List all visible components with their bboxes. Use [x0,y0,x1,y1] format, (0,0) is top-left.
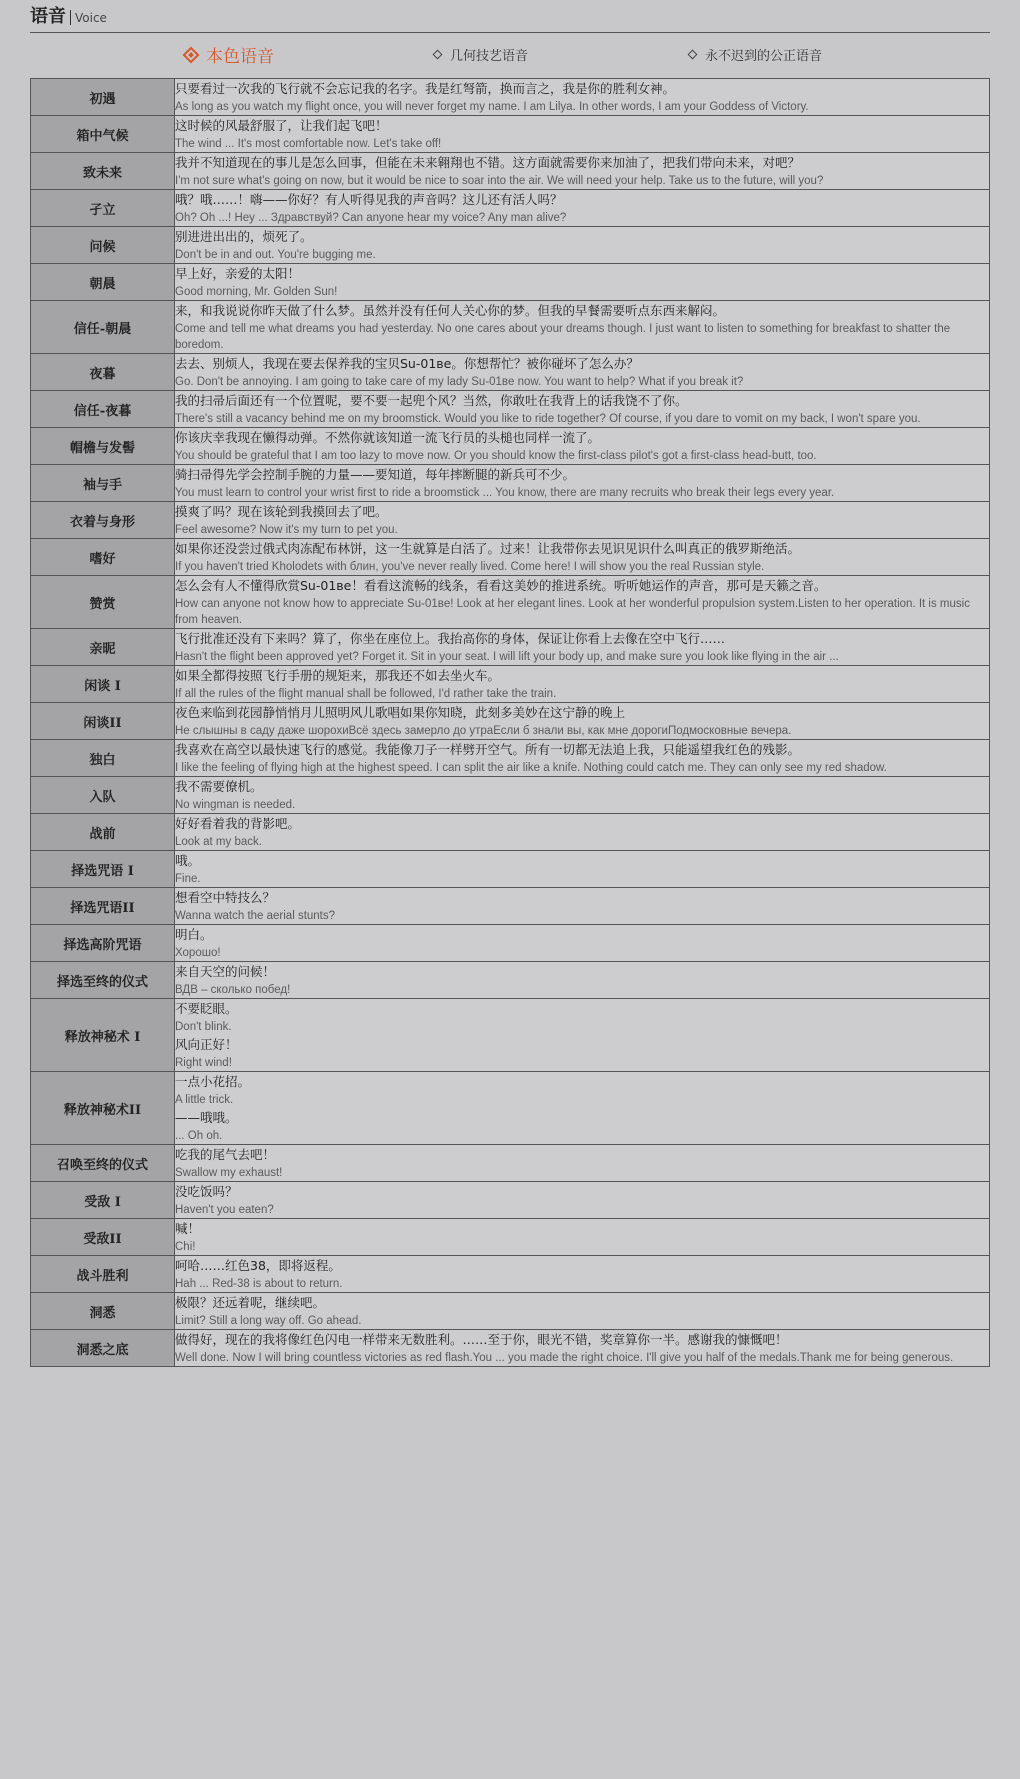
voice-row [31,999,990,1072]
voice-label: 箱中气候 [31,116,175,153]
voice-label: 释放神秘术 I [31,999,175,1072]
voice-line-en: Хорошо! [175,947,221,959]
voice-content [175,1072,990,1145]
voice-content [175,740,990,777]
voice-content [175,1145,990,1182]
voice-row [31,740,990,777]
voice-line-en: Haven't you eaten? [175,1204,274,1216]
voice-line-en: If you haven't tried Kholodets with блин, you've never really lived. Come here! I will show you the real Russian style. [175,561,765,573]
voice-line-en: Limit? Still a long way off. Go ahead. [175,1315,362,1327]
voice-line-zh: 哦。 [175,853,201,868]
voice-label: 洞悉之底 [31,1330,175,1367]
voice-line-en: ... Oh oh. [175,1130,223,1142]
voice-content [175,116,990,153]
voice-line-en: Wanna watch the aerial stunts? [175,910,336,922]
voice-line-en: Come and tell me what dreams you had yesterday. No one cares about your dreams though. I just want to listen to something for breakfast to shatter the boredom. [175,323,951,351]
voice-content [175,153,990,190]
voice-content [175,465,990,502]
voice-row [31,814,990,851]
voice-label: 择选高阶咒语 [31,925,175,962]
voice-line-en: Don't be in and out. You're bugging me. [175,249,376,261]
tab-label: 本色语音 [206,47,274,67]
voice-line-en: Don't blink. [175,1021,232,1033]
voice-row [31,465,990,502]
voice-tabs [30,33,990,78]
voice-line-en: If all the rules of the flight manual shall be followed, I'd rather take the train. [175,688,557,700]
voice-label: 朝晨 [31,264,175,301]
voice-line-en: Go. Don't be annoying. I am going to take care of my lady Su-01вe now. You want to help? What if you break it? [175,376,744,388]
voice-line-zh: 明白。 [175,927,213,942]
voice-row [31,1219,990,1256]
voice-label: 闲谈II [31,703,175,740]
voice-label: 独白 [31,740,175,777]
voice-line-zh: 别进进出出的，烦死了。 [175,229,313,244]
voice-row [31,777,990,814]
voice-row [31,116,990,153]
voice-line-zh: 去去、别烦人，我现在要去保养我的宝贝Su-01вe。你想帮忙？被你碰坏了怎么办？ [175,356,639,371]
voice-line-en: Swallow my exhaust! [175,1167,283,1179]
voice-line-en: Hasn't the flight been approved yet? Forget it. Sit in your seat. I will lift your body up, and make sure you look like flying in the air ... [175,651,839,663]
voice-row [31,301,990,354]
voice-line-zh: 呵哈……红色38，即将返程。 [175,1258,341,1273]
voice-content [175,962,990,999]
voice-label: 问候 [31,227,175,264]
voice-label: 召唤至终的仪式 [31,1145,175,1182]
voice-line-zh: 这时候的风最舒服了，让我们起飞吧！ [175,118,388,133]
voice-content [175,777,990,814]
voice-content [175,1219,990,1256]
voice-line-zh: 只要看过一次我的飞行就不会忘记我的名字。我是红弩箭，换而言之，我是你的胜利女神。 [175,81,676,96]
voice-label: 夜暮 [31,354,175,391]
tab-justice-voice[interactable] [689,45,822,64]
voice-label: 受敌II [31,1219,175,1256]
voice-content [175,888,990,925]
voice-row [31,576,990,629]
voice-row [31,1256,990,1293]
title-divider [70,10,71,25]
voice-content [175,539,990,576]
voice-line-zh: 想看空中特技么？ [175,890,276,905]
voice-page [30,0,990,1367]
voice-content [175,1256,990,1293]
voice-content [175,428,990,465]
voice-content [175,301,990,354]
voice-row [31,1293,990,1330]
tab-label: 永不迟到的公正语音 [705,49,823,64]
voice-table [30,78,990,1367]
voice-label: 初遇 [31,79,175,116]
voice-line-zh: 不要眨眼。 [175,1001,238,1016]
tab-geometric-voice[interactable] [434,45,528,64]
voice-row [31,629,990,666]
voice-line-zh: 做得好，现在的我将像红色闪电一样带来无数胜利。……至于你，眼光不错，奖章算你一半。感谢我的慷慨吧！ [175,1332,788,1347]
section-title: 语音 [30,6,66,27]
voice-row [31,1330,990,1367]
voice-content [175,925,990,962]
voice-row [31,1145,990,1182]
voice-row [31,502,990,539]
voice-line-en: Oh? Oh ...! Hey ... Здравствуй? Can anyone hear my voice? Any man alive? [175,212,567,224]
voice-line-en: Look at my back. [175,836,262,848]
voice-label: 帽檐与发髻 [31,428,175,465]
voice-line-en: Feel awesome? Now it's my turn to pet you. [175,524,398,536]
voice-line-zh: 骑扫帚得先学会控制手腕的力量——要知道，每年摔断腿的新兵可不少。 [175,467,576,482]
voice-content [175,79,990,116]
voice-label: 嗜好 [31,539,175,576]
voice-content [175,1293,990,1330]
voice-line-en: No wingman is needed. [175,799,296,811]
voice-content [175,190,990,227]
voice-row [31,703,990,740]
voice-row [31,888,990,925]
voice-line-en: I like the feeling of flying high at the highest speed. I can split the air like a knife. Nothing could catch me. They can only see my red shadow. [175,762,887,774]
voice-row [31,190,990,227]
voice-row [31,1182,990,1219]
voice-label: 择选至终的仪式 [31,962,175,999]
diamond-icon [183,46,200,63]
tab-label: 几何技艺语音 [450,49,529,64]
voice-line-zh: 我并不知道现在的事儿是怎么回事，但能在未来翱翔也不错。这方面就需要你来加油了，把我们带向未来，对吧？ [175,155,801,170]
diamond-icon [433,50,443,60]
voice-label: 洞悉 [31,1293,175,1330]
voice-content [175,354,990,391]
voice-label: 受敌 I [31,1182,175,1219]
voice-label: 闲谈 I [31,666,175,703]
voice-row [31,264,990,301]
voice-content [175,1330,990,1367]
voice-row [31,925,990,962]
voice-line-zh: 喊！ [175,1221,201,1236]
voice-line-en: Good morning, Mr. Golden Sun! [175,286,338,298]
voice-line-zh: 风向正好！ [175,1037,238,1052]
voice-label: 释放神秘术II [31,1072,175,1145]
voice-line-zh: 一点小花招。 [175,1074,251,1089]
voice-content [175,576,990,629]
voice-content [175,391,990,428]
voice-content [175,851,990,888]
voice-line-zh: 好好看着我的背影吧。 [175,816,301,831]
voice-line-zh: 来，和我说说你昨天做了什么梦。虽然并没有任何人关心你的梦。但我的早餐需要听点东西来解闷。 [175,303,726,318]
tab-base-voice[interactable] [185,42,274,67]
voice-row [31,153,990,190]
voice-line-zh: 我喜欢在高空以最快速飞行的感觉。我能像刀子一样劈开空气。所有一切都无法追上我，只能遥望我红色的残影。 [175,742,801,757]
voice-row [31,851,990,888]
voice-row [31,227,990,264]
voice-line-en: Hah ... Red-38 is about to return. [175,1278,343,1290]
diamond-icon [688,50,698,60]
voice-label: 择选咒语II [31,888,175,925]
voice-line-en: Не слышны в саду даже шорохиВсё здесь замерло до утраЕсли б знали вы, как мне дорогиПодмосковные вечера. [175,725,792,737]
voice-label: 孑立 [31,190,175,227]
voice-line-zh: ——哦哦。 [175,1110,238,1125]
voice-line-zh: 怎么会有人不懂得欣赏Su-01вe！看看这流畅的线条，看看这美妙的推进系统。听听她运作的声音，那可是天籁之音。 [175,578,827,593]
voice-line-zh: 没吃饭吗？ [175,1184,238,1199]
voice-row [31,79,990,116]
voice-content [175,264,990,301]
voice-line-en: How can anyone not know how to appreciate Su-01вe! Look at her elegant lines. Look at her wonderful propulsion system.Listen to her operation. It is music from heaven. [175,598,970,626]
voice-label: 入队 [31,777,175,814]
voice-label: 战前 [31,814,175,851]
voice-line-zh: 哦？哦……！嗨——你好？有人听得见我的声音吗？这儿还有活人吗？ [175,192,563,207]
voice-line-zh: 吃我的尾气去吧！ [175,1147,276,1162]
voice-line-zh: 如果全都得按照飞行手册的规矩来，那我还不如去坐火车。 [175,668,501,683]
voice-row [31,1072,990,1145]
voice-line-zh: 我不需要僚机。 [175,779,263,794]
voice-line-zh: 早上好，亲爱的太阳！ [175,266,301,281]
voice-label: 袖与手 [31,465,175,502]
voice-line-en: The wind ... It's most comfortable now. Let's take off! [175,138,442,150]
voice-line-en: As long as you watch my flight once, you will never forget my name. I am Lilya. In other words, I am your Goddess of Victory. [175,101,809,113]
section-subtitle: Voice [75,11,107,25]
voice-content [175,629,990,666]
voice-line-en: You should be grateful that I am too lazy to move now. Or you should know the first-class pilot's got a first-class head-butt, too. [175,450,817,462]
voice-line-en: Fine. [175,873,201,885]
voice-line-zh: 摸爽了吗？现在该轮到我摸回去了吧。 [175,504,388,519]
voice-line-en: Chi! [175,1241,196,1253]
voice-content [175,999,990,1072]
voice-content [175,1182,990,1219]
voice-line-zh: 夜色来临到花园静悄悄月儿照明风儿歌唱如果你知晓，此刻多美妙在这宁静的晚上 [175,705,626,720]
voice-content [175,502,990,539]
voice-line-zh: 极限？还远着呢，继续吧。 [175,1295,326,1310]
voice-row [31,428,990,465]
voice-line-en: A little trick. [175,1094,234,1106]
voice-label: 衣着与身形 [31,502,175,539]
voice-line-en: You must learn to control your wrist first to ride a broomstick ... You know, there are many recruits who break their legs every year. [175,487,835,499]
voice-content [175,703,990,740]
voice-label: 亲昵 [31,629,175,666]
voice-row [31,962,990,999]
voice-label: 信任-朝晨 [31,301,175,354]
voice-label: 赞赏 [31,576,175,629]
voice-row [31,539,990,576]
voice-line-en: Right wind! [175,1057,232,1069]
voice-line-en: There's still a vacancy behind me on my broomstick. Would you like to ride together? Of course, if you dare to vomit on my back, I won't spare you. [175,413,921,425]
voice-row [31,666,990,703]
voice-content [175,227,990,264]
voice-content [175,814,990,851]
section-header [30,0,990,33]
voice-line-zh: 我的扫帚后面还有一个位置呢，要不要一起兜个风？当然，你敢吐在我背上的话我饶不了你。 [175,393,688,408]
voice-label: 择选咒语 I [31,851,175,888]
voice-line-en: Well done. Now I will bring countless victories as red flash.You ... you made the right choice. I'll give you half of the medals.Thank me for being generous. [175,1352,954,1364]
voice-line-en: I'm not sure what's going on now, but it would be nice to soar into the air. We will need your help. Take us to the future, will you? [175,175,824,187]
voice-line-zh: 飞行批准还没有下来吗？算了，你坐在座位上。我抬高你的身体，保证让你看上去像在空中飞行…… [175,631,726,646]
voice-line-en: ВДВ – сколько побед! [175,984,291,996]
voice-content [175,666,990,703]
voice-label: 信任-夜暮 [31,391,175,428]
voice-line-zh: 来自天空的问候！ [175,964,276,979]
voice-label: 战斗胜利 [31,1256,175,1293]
voice-row [31,354,990,391]
voice-row [31,391,990,428]
voice-line-zh: 你该庆幸我现在懒得动弹。不然你就该知道一流飞行员的头槌也同样一流了。 [175,430,601,445]
voice-line-zh: 如果你还没尝过俄式肉冻配布林饼，这一生就算是白活了。过来！让我带你去见识见识什么叫真正的俄罗斯绝活。 [175,541,801,556]
voice-label: 致未来 [31,153,175,190]
